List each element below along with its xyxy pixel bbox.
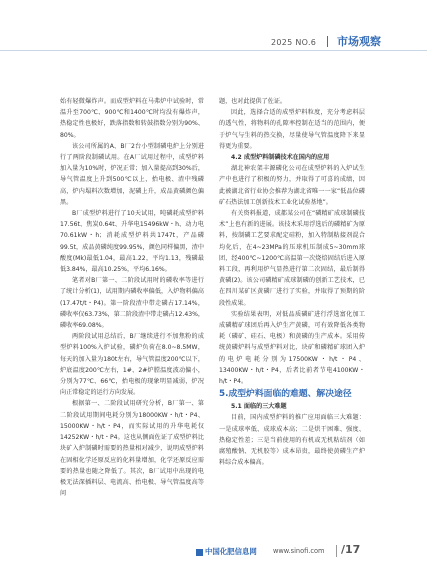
subheading: 5.1 面临的三大难题	[231, 403, 287, 411]
left-column	[60, 96, 204, 499]
paragraph: 题，也对此提供了佐证。	[219, 98, 287, 105]
paragraph: 两阶段试用总结后，B厂继续进行不加焦粉的成型炉料100%入炉试验，磷炉负荷在8.0~8.5MW，每天的加入量为180t左右，导气管温度200℃以下，炉底温度200℃左右，1#、2#炉膛温度波动偏小，分别为77℃、66℃，抬电极的现象明显减弱，炉况向正常稳定的运行方向发展。	[60, 333, 204, 397]
section-heading: 5.成型炉料面临的难题、解决途径	[219, 389, 352, 400]
page-number: /17	[341, 543, 361, 556]
footer-url[interactable]: www.sinofi.com	[273, 547, 325, 555]
header-rule	[0, 50, 427, 51]
paragraph: 实验结果表明，对低品质磷矿进行浮选富化加工成磷精矿球团后再入炉生产黄磷，可有效降低各类物耗（磷矿、硅石、电极）和黄磷的生产成本。采用传统黄磷炉料与成型炉料对比，块矿和磷精矿球团入炉的电炉电耗分别为17500KW・h/t・P4、13400KW・h/t・P4，后者比前者节电4100KW・h/t・P4。	[219, 310, 365, 386]
footer-divider	[336, 545, 337, 557]
paragraph: 有关资料报道，成都某公司在“磷精矿成球制磷技术”上也有新的进展。该技术采用浮选后的磷精矿为原料，按制磷工艺要求配定硅粉，加入特制粘接剂混合均化后，在4~23MPa的压球机压制成5~30mm球团，经400℃~1200℃高温第一次烧焙固结后进入原料工段，再利用炉气显热进行第二次固结，最后制得黄磷(2)。该公司磷精矿成球制磷的创新工艺技术，已在四川某矿区黄磷厂进行了实验，并取得了预期的阶段性成果。	[219, 210, 365, 307]
paragraph: 该公司所属的A、B厂2台小型制磷电炉上分别进行了两阶段制磷试用。在A厂试用过程中，成型炉料加入量为10%时，炉况正常；加入量提高到30%后，导气管温度上升到500℃以上，抬电极、渣中残磷高，炉内塌料次数增加，泥磷上升，成品黄磷颜色偏黑。	[60, 142, 204, 206]
footer-brand: 中国化肥信息网	[205, 547, 257, 556]
subheading: 4.2 成型炉料制磷技术在国内的应用	[231, 154, 330, 162]
paragraph: 目前，国内成型炉料的推广应用面临三大难题：一是成球率低、成球成本高；二是烘干困难、强度、热稳定性差；三是当前使用的有机或无机粘结剂（如腐殖酸钠、无机胶等）成本昂贵，最终使黄磷生产炉料综合成本偏高。	[219, 414, 365, 467]
paragraph: 因此，选择合适的成型炉料粒度，充分考虑料层的透气性，将物料的孔隙率控制在适当的范围内，便于炉气与生料的热交换，尽量使导气管温度降下来显得更为重要。	[219, 109, 365, 150]
paragraph: 湖北神农架丰源磷化公司在成型炉料的入炉试生产中也进行了积极的努力，并取得了可喜的成绩，因此被湖北省行业协会推荐为湖北省唯一一家“低品位磷矿石热法加工创新技术工业化试验基地”。	[219, 165, 365, 206]
paragraph: 始有轻微爆炸声。而成型炉料在马弗炉中试验时，常温升至700℃、900℃和1400℃时均没有爆炸声，热稳定性也极好，跌落指数和转鼓指数分别为90%、80%。	[60, 98, 204, 139]
paragraph: B厂成型炉料进行了10天试用，吨磷耗成型炉料17.56t、焦炭0.64t、升华电15496kW・h、动力电70.61kW・h；消耗成型炉料共1747t，产品磷99.5t，成品黄磷纯度99.95%，颜色同样偏黑，渣中酸度(Mk)最低1.04，最高1.22，平均1.13，残磷最低3.84%，最高10.25%，平均6.16%。	[60, 210, 204, 274]
page-header	[0, 0, 427, 50]
paragraph: 笔者对B厂第一、二阶段试用时的磷收率等进行了统计分析(1)，试用期内磷收率偏低，入炉物料偏高(17.47t/t・P4)。第一阶段渣中带走磷占17.14%，磷收率仅63.73%，第二阶段渣中带走磷占12.43%，磷收率69.08%。	[60, 277, 204, 330]
right-column	[219, 96, 365, 469]
brand-square-icon	[196, 549, 203, 556]
section-title: 市场观察	[337, 35, 381, 48]
header-divider	[327, 36, 328, 47]
issue-number: 2025 NO.6	[271, 38, 317, 47]
page-footer	[0, 540, 427, 575]
paragraph: 根据第一、二阶段试用研究分析，B厂第一、第二阶段试用期间电耗分别为18000KW・h/t・P4、15000KW・h/t・P4，而实际试用的升华电耗仅14252KW・h/t・P4。这也从侧面佐证了成型炉料比块矿入炉制磷时需要的热量相对减少，说明成型炉料在固相化学还原反应的化料量增加，化学还原反应需要的热量也随之降低了。其次，B厂试用中出现的电极无法深插料层、电流高、抬电极、导气管温度高等问	[60, 400, 204, 498]
